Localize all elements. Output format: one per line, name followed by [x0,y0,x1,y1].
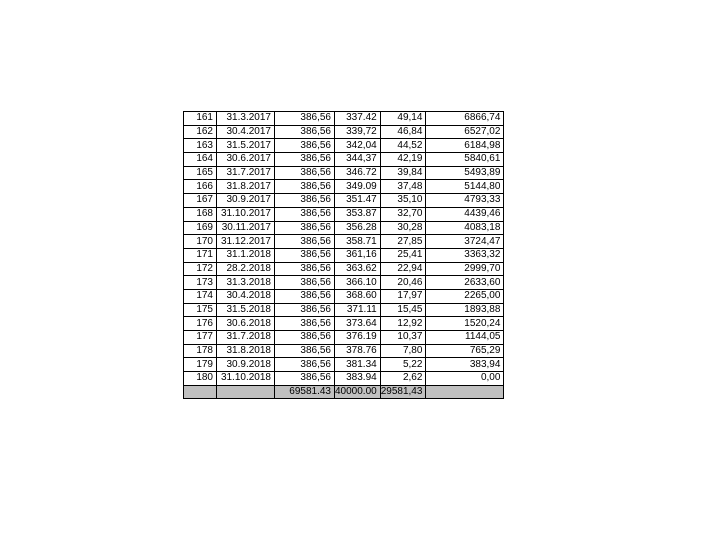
principal-cell: 351.47 [335,194,381,208]
payment-date-cell: 31.3.2017 [217,112,275,126]
payment-number-cell: 162 [184,125,217,139]
payment-amount-cell: 386,56 [275,248,335,262]
principal-cell: 361,16 [335,248,381,262]
payment-amount-cell: 386,56 [275,112,335,126]
principal-cell: 363.62 [335,262,381,276]
total-payment: 69581.43 [275,385,335,399]
payment-number-cell: 161 [184,112,217,126]
payment-date-cell: 30.9.2017 [217,194,275,208]
table-row [184,262,504,276]
interest-cell: 10,37 [380,331,426,345]
payment-date-cell: 30.6.2017 [217,153,275,167]
table-row [184,221,504,235]
balance-cell: 5493,89 [426,166,504,180]
balance-cell: 0,00 [426,372,504,386]
payment-number-cell: 171 [184,248,217,262]
principal-cell: 356.28 [335,221,381,235]
payment-date-cell: 28.2.2018 [217,262,275,276]
payment-number-cell: 174 [184,289,217,303]
interest-cell: 49,14 [380,112,426,126]
payment-number-cell: 167 [184,194,217,208]
payment-number-cell: 178 [184,344,217,358]
total-interest: 29581,43 [380,385,426,399]
schedule-body [184,112,504,399]
balance-cell: 2265,00 [426,289,504,303]
payment-date-cell: 31.3.2018 [217,276,275,290]
interest-cell: 35,10 [380,194,426,208]
principal-cell: 373.64 [335,317,381,331]
balance-cell: 6866,74 [426,112,504,126]
balance-cell: 5144,80 [426,180,504,194]
principal-cell: 358.71 [335,235,381,249]
table-row [184,207,504,221]
payment-amount-cell: 386,56 [275,276,335,290]
table-row [184,289,504,303]
balance-cell: 383,94 [426,358,504,372]
total-principal: 40000.00 [335,385,381,399]
table-row [184,248,504,262]
interest-cell: 22,94 [380,262,426,276]
payment-number-cell: 180 [184,372,217,386]
balance-cell: 3363,32 [426,248,504,262]
table-row [184,276,504,290]
payment-date-cell: 31.12.2017 [217,235,275,249]
payment-number-cell: 177 [184,331,217,345]
payment-date-cell: 30.4.2017 [217,125,275,139]
table-row [184,139,504,153]
table-row [184,166,504,180]
payment-date-cell: 31.8.2018 [217,344,275,358]
payment-date-cell: 31.7.2018 [217,331,275,345]
interest-cell: 5,22 [380,358,426,372]
payment-date-cell: 30.6.2018 [217,317,275,331]
payment-amount-cell: 386,56 [275,139,335,153]
payment-number-cell: 165 [184,166,217,180]
table-row [184,153,504,167]
principal-cell: 383.94 [335,372,381,386]
interest-cell: 46,84 [380,125,426,139]
payment-date-cell: 31.5.2017 [217,139,275,153]
table-row [184,112,504,126]
payment-amount-cell: 386,56 [275,317,335,331]
principal-cell: 339,72 [335,125,381,139]
interest-cell: 30,28 [380,221,426,235]
table-row [184,317,504,331]
interest-cell: 27,85 [380,235,426,249]
payment-number-cell: 179 [184,358,217,372]
table-row [184,331,504,345]
payment-number-cell: 168 [184,207,217,221]
table-row [184,180,504,194]
interest-cell: 25,41 [380,248,426,262]
balance-cell: 4793,33 [426,194,504,208]
principal-cell: 381.34 [335,358,381,372]
balance-cell: 6527,02 [426,125,504,139]
interest-cell: 12,92 [380,317,426,331]
payment-number-cell: 166 [184,180,217,194]
balance-cell: 765,29 [426,344,504,358]
principal-cell: 366.10 [335,276,381,290]
interest-cell: 42,19 [380,153,426,167]
table-row [184,125,504,139]
payment-amount-cell: 386,56 [275,344,335,358]
payment-amount-cell: 386,56 [275,235,335,249]
principal-cell: 349.09 [335,180,381,194]
interest-cell: 17,97 [380,289,426,303]
balance-cell: 2999,70 [426,262,504,276]
balance-cell: 4083,18 [426,221,504,235]
principal-cell: 344,37 [335,153,381,167]
balance-cell: 5840,61 [426,153,504,167]
payment-number-cell: 170 [184,235,217,249]
balance-cell: 3724,47 [426,235,504,249]
payment-date-cell: 31.10.2018 [217,372,275,386]
totals-empty-cell [217,385,275,399]
payment-amount-cell: 386,56 [275,180,335,194]
balance-cell: 6184,98 [426,139,504,153]
interest-cell: 2,62 [380,372,426,386]
interest-cell: 20,46 [380,276,426,290]
payment-amount-cell: 386,56 [275,166,335,180]
principal-cell: 368.60 [335,289,381,303]
table-row [184,194,504,208]
payment-number-cell: 169 [184,221,217,235]
payment-amount-cell: 386,56 [275,207,335,221]
interest-cell: 44,52 [380,139,426,153]
payment-amount-cell: 386,56 [275,358,335,372]
totals-empty-cell [184,385,217,399]
payment-amount-cell: 386,56 [275,221,335,235]
payment-number-cell: 164 [184,153,217,167]
balance-cell: 4439,46 [426,207,504,221]
payment-number-cell: 175 [184,303,217,317]
payment-date-cell: 31.8.2017 [217,180,275,194]
payment-amount-cell: 386,56 [275,194,335,208]
principal-cell: 342,04 [335,139,381,153]
balance-cell: 1893,88 [426,303,504,317]
balance-cell: 1144,05 [426,331,504,345]
table-row [184,358,504,372]
principal-cell: 376.19 [335,331,381,345]
payment-amount-cell: 386,56 [275,331,335,345]
interest-cell: 39,84 [380,166,426,180]
principal-cell: 378.76 [335,344,381,358]
principal-cell: 371.11 [335,303,381,317]
table-row [184,372,504,386]
payment-date-cell: 31.7.2017 [217,166,275,180]
payment-number-cell: 172 [184,262,217,276]
payment-amount-cell: 386,56 [275,289,335,303]
payment-amount-cell: 386,56 [275,372,335,386]
payment-date-cell: 30.11.2017 [217,221,275,235]
principal-cell: 337.42 [335,112,381,126]
table-row [184,344,504,358]
payment-number-cell: 173 [184,276,217,290]
payment-date-cell: 30.4.2018 [217,289,275,303]
table-row [184,303,504,317]
interest-cell: 15,45 [380,303,426,317]
payment-amount-cell: 386,56 [275,303,335,317]
totals-empty-cell [426,385,504,399]
payment-date-cell: 31.1.2018 [217,248,275,262]
principal-cell: 353.87 [335,207,381,221]
balance-cell: 1520,24 [426,317,504,331]
interest-cell: 37,48 [380,180,426,194]
table-row [184,235,504,249]
interest-cell: 32,70 [380,207,426,221]
principal-cell: 346.72 [335,166,381,180]
payment-amount-cell: 386,56 [275,125,335,139]
payment-number-cell: 163 [184,139,217,153]
payment-number-cell: 176 [184,317,217,331]
loan-schedule-table [183,111,504,399]
balance-cell: 2633,60 [426,276,504,290]
payment-date-cell: 31.5.2018 [217,303,275,317]
payment-date-cell: 31.10.2017 [217,207,275,221]
payment-amount-cell: 386,56 [275,262,335,276]
payment-amount-cell: 386,56 [275,153,335,167]
interest-cell: 7,80 [380,344,426,358]
payment-date-cell: 30.9.2018 [217,358,275,372]
totals-row [184,385,504,399]
